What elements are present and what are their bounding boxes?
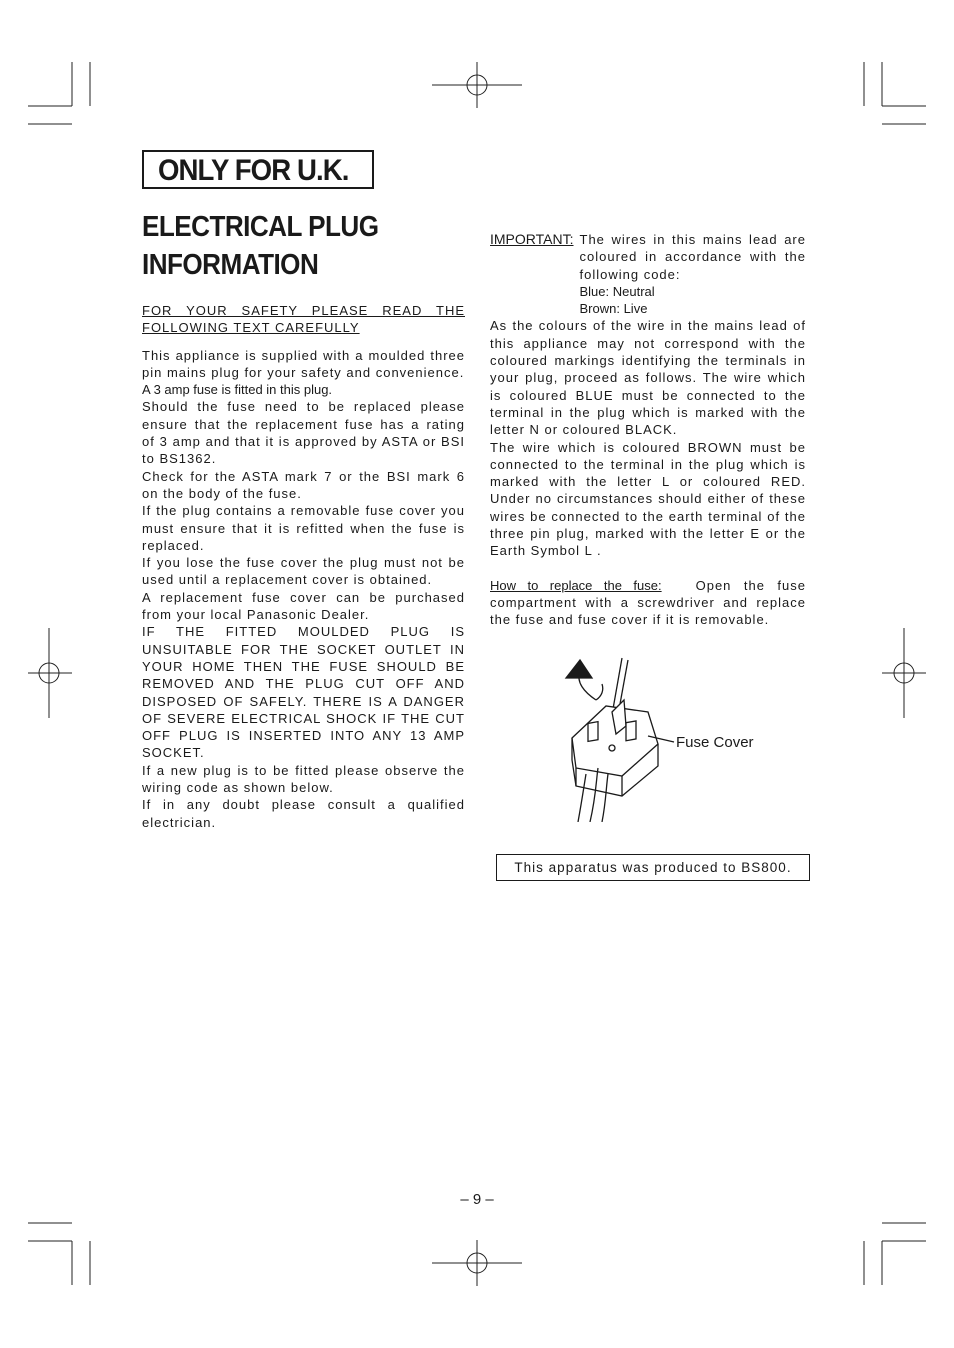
paragraph-fuse-fitted: A 3 amp fuse is fitted in this plug.: [142, 382, 333, 398]
howto-paragraph: [490, 577, 806, 629]
heading-line-2: INFORMATION: [142, 249, 319, 281]
paragraph-consult: If in any doubt please consult a qualified electrician.: [142, 797, 465, 830]
paragraph-warning: IF THE FITTED MOULDED PLUG IS UNSUITABLE FOR THE SOCKET OUTLET IN YOUR HOME THEN THE FUSE SHOULD BE REMOVED AND THE PLUG CUT OFF AND DISPOSED OF SAFELY. THERE IS A DANGER OF SEVERE ELECTRICAL SHOCK IF THE CUT OFF PLUG IS INSERTED INTO ANY 13 AMP SOCKET.: [142, 624, 465, 761]
right-column: [490, 231, 806, 629]
important-block: [490, 231, 806, 317]
paragraph-brown-wire: The wire which is coloured BROWN must be connected to the terminal in the plug which is marked with the letter L or coloured RED. Under no circumstances should either of these wires be connected to the earth terminal of the three pin plug, marked with the letter E or the Earth Symbol L .: [490, 439, 806, 559]
only-for-uk-title: ONLY FOR U.K.: [158, 154, 349, 187]
paragraph-blue-wire: As the colours of the wire in the mains lead of this appliance may not correspond with the coloured markings identifying the terminals in your plug, proceed as follows. The wire which is coloured BLUE must be connected to the terminal in the plug which is marked with the letter N or coloured BLACK.: [490, 318, 806, 438]
page-number: – 9 –: [460, 1191, 494, 1208]
howto-label: How to replace the fuse:: [490, 577, 662, 593]
paragraph-asta-mark: Check for the ASTA mark 7 or the BSI mark 6 on the body of the fuse.: [142, 468, 465, 501]
paragraph-purchase-cover: A replacement fuse cover can be purchased from your local Panasonic Dealer.: [142, 589, 465, 623]
important-line-1: The wires in this mains lead are coloured in accordance with the following code:: [579, 232, 806, 282]
important-label: IMPORTANT:: [490, 231, 574, 247]
howto-text: Open the fuse compartment with a screwdriver and replace the fuse and fuse cover if it is removable.: [490, 577, 806, 628]
heading-line-1: ELECTRICAL PLUG: [142, 211, 379, 243]
paragraph-new-plug: If a new plug is to be fitted please observe the wiring code as shown below.: [142, 762, 465, 796]
important-line-blue: Blue: Neutral: [579, 283, 655, 299]
section-heading: [142, 208, 430, 284]
left-column: [142, 302, 465, 831]
paragraph-supplied-plug: This appliance is supplied with a moulded three pin mains plug for your safety and convenience.: [142, 347, 465, 380]
paragraph-fuse-cover: If the plug contains a removable fuse cover you must ensure that it is refitted when the fuse is replaced.: [142, 503, 465, 553]
fuse-cover-label: Fuse Cover: [676, 734, 754, 751]
paragraph-lost-cover: If you lose the fuse cover the plug must not be used until a replacement cover is obtained.: [142, 555, 465, 588]
important-body: [574, 231, 807, 317]
paragraph-replace-fuse: Should the fuse need to be replaced please ensure that the replacement fuse has a rating of 3 amp and that it is approved by ASTA or BSI to BS1362.: [142, 399, 465, 467]
only-for-uk-box: [142, 150, 374, 189]
important-line-brown: Brown: Live: [579, 301, 648, 317]
safety-subheading: FOR YOUR SAFETY PLEASE READ THE FOLLOWING TEXT CAREFULLY: [142, 303, 465, 336]
bs800-note: This apparatus was produced to BS800.: [496, 854, 810, 881]
